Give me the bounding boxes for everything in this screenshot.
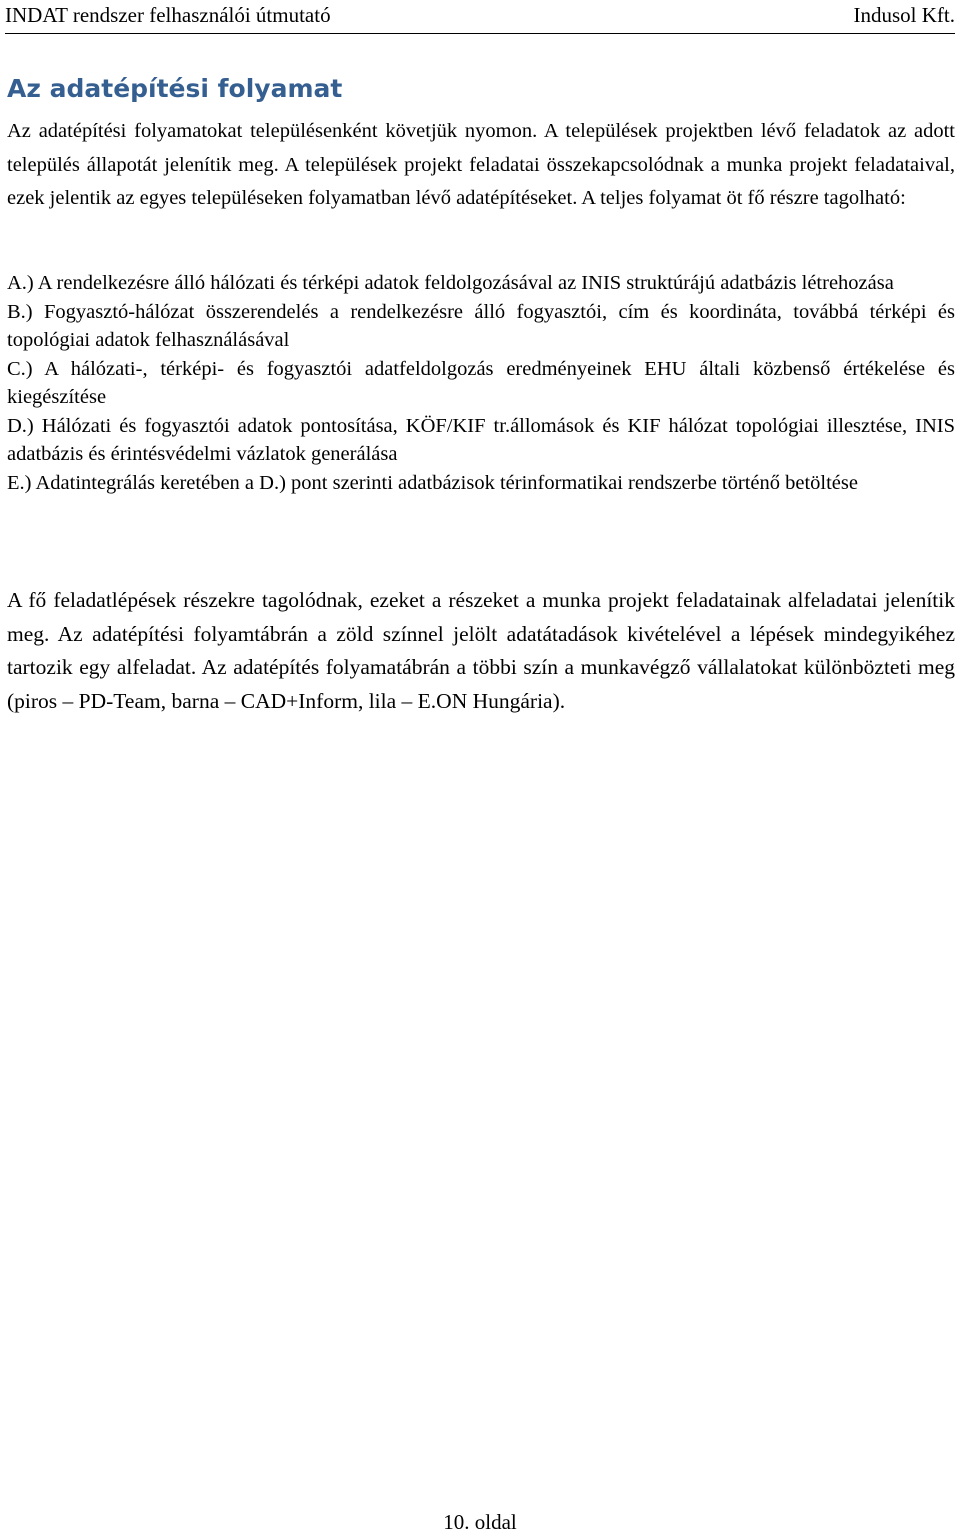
section-title: Az adatépítési folyamat bbox=[7, 74, 343, 103]
step-e: E.) Adatintegrálás keretében a D.) pont szerinti adatbázisok térinformatikai rendszerbe történő betöltése bbox=[7, 471, 858, 494]
intro-paragraph: Az adatépítési folyamatokat településenként követjük nyomon. A települések projektben lévő feladatok az adott település állapotát jelenítik meg. A települések projekt feladatai összekapcsolódnak a munka projekt feladataival, ezek jelentik az egyes településeken folyamatban lévő adatépítéseket. A teljes folyamat öt fő részre tagolható: bbox=[7, 120, 955, 209]
page-number: 10. oldal bbox=[443, 1510, 517, 1534]
company-name: Indusol Kft. bbox=[853, 3, 955, 27]
step-b: B.) Fogyasztó-hálózat összerendelés a rendelkezésre álló fogyasztói, cím és koordináta, továbbá térképi és topológiai adatok felhasználásával bbox=[7, 300, 955, 351]
step-d: D.) Hálózati és fogyasztói adatok pontosítása, KÖF/KIF tr.állomások és KIF hálózat topológiai illesztése, INIS adatbázis és érintésvédelmi vázlatok generálása bbox=[7, 414, 955, 465]
step-a: A.) A rendelkezésre álló hálózati és térképi adatok feldolgozásával az INIS struktúrájú adatbázis létrehozása bbox=[7, 272, 894, 294]
page-header bbox=[5, 0, 955, 34]
step-list bbox=[7, 269, 955, 497]
step-c: C.) A hálózati-, térképi- és fogyasztói adatfeldolgozás eredményeinek EHU általi közbenső értékelése és kiegészítése bbox=[7, 357, 955, 408]
document-title: INDAT rendszer felhasználói útmutató bbox=[5, 3, 331, 27]
closing-paragraph: A fő feladatlépések részekre tagolódnak, ezeket a részeket a munka projekt feladatainak alfeladatai jelenítik meg. Az adatépítési folyamtábrán a zöld színnel jelölt adatátadások kivételével a lépések mindegyikéhez tartozik egy alfeladat. Az adatépítés folyamatábrán a többi szín a munkavégző vállalatokat különbözteti meg (piros – PD-Team, barna – CAD+Inform, lila – E.ON Hungária). bbox=[7, 588, 955, 713]
